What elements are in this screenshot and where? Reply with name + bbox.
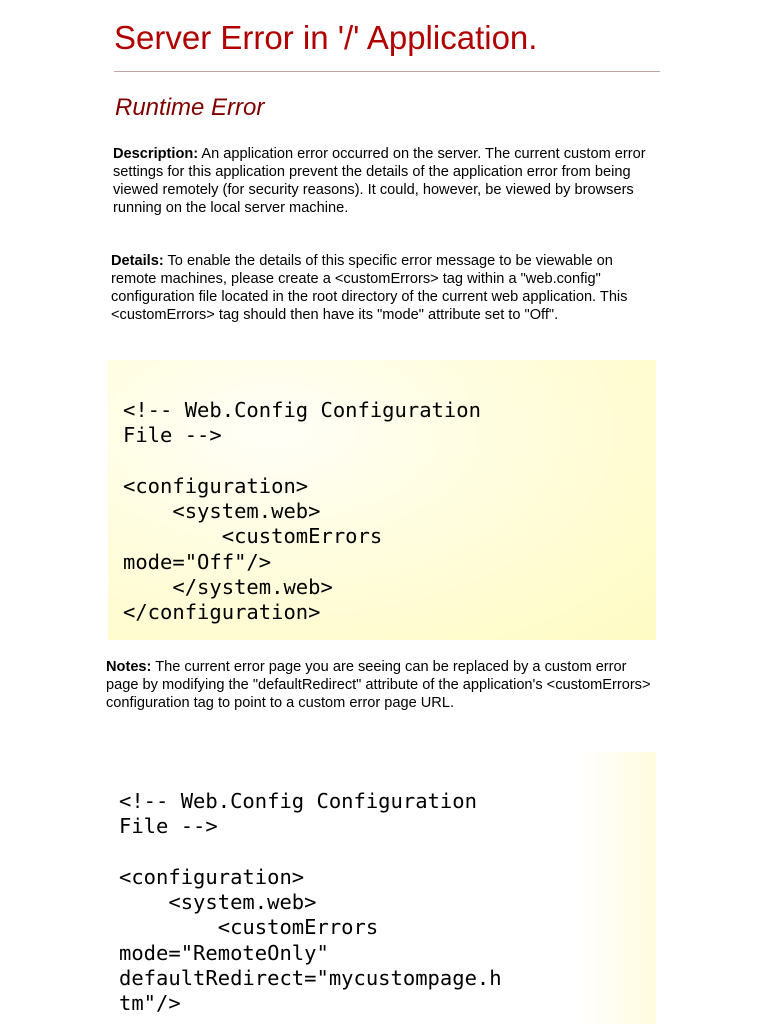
page-title: Server Error in '/' Application. — [114, 19, 538, 56]
details-text: To enable the details of this specific error message to be viewable on remote machines, please create a <customErrors> tag within a "web.config" configuration file located in the root directory of the current web application. This <customErrors> tag should then have its "mode" attribute set to "Off". — [111, 253, 628, 323]
error-type-heading: Runtime Error — [115, 94, 265, 121]
description-label: Description: — [113, 146, 199, 162]
description-paragraph — [113, 145, 658, 217]
config-code-sample-remoteonly: <!-- Web.Config Configuration File --> <configuration> <system.web> <customErrors mode="RemoteOnly" defaultRedirect="mycustompage.h tm"/> — [104, 752, 656, 1024]
config-code-sample-off: <!-- Web.Config Configuration File --> <configuration> <system.web> <customErrors mode="Off"/> </system.web> </configuration> — [108, 360, 656, 640]
notes-text: The current error page you are seeing can be replaced by a custom error page by modifying the "defaultRedirect" attribute of the application's <customErrors> configuration tag to point to a custom error page URL. — [106, 659, 651, 711]
notes-label: Notes: — [106, 659, 152, 675]
details-label: Details: — [111, 253, 164, 269]
notes-paragraph — [106, 658, 656, 712]
title-divider — [114, 71, 660, 72]
description-text: An application error occurred on the server. The current custom error settings for this application prevent the details of the application error from being viewed remotely (for security reasons). It could, however, be viewed by browsers running on the local server machine. — [113, 146, 646, 216]
details-paragraph — [111, 252, 660, 324]
